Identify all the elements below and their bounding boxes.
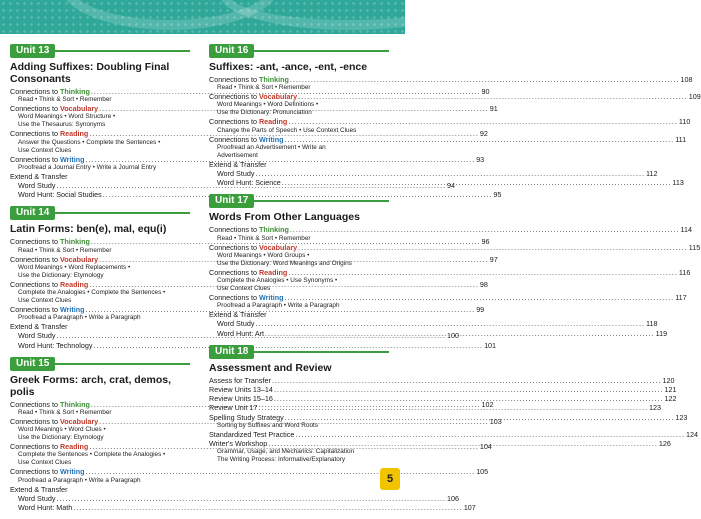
toc-entry[interactable] bbox=[10, 493, 460, 503]
unit-title bbox=[209, 61, 389, 73]
toc-entry-keyword: Thinking bbox=[258, 225, 289, 235]
toc-entry-detail: Read • Think & Sort • Remember bbox=[18, 409, 112, 417]
toc-entry-detail: Use Context Clues bbox=[18, 459, 72, 467]
toc-entry-detail: Use the Thesaurus: Synonyms bbox=[18, 121, 106, 129]
dot-leader bbox=[295, 430, 685, 439]
toc-entry-prefix: Assess for Transfer bbox=[209, 375, 271, 385]
toc-entry[interactable] bbox=[10, 467, 489, 477]
header-banner bbox=[0, 0, 405, 34]
toc-entry-label bbox=[209, 394, 273, 403]
toc-entry-detail: Word Meanings • Word Definitions • bbox=[217, 101, 319, 109]
toc-entry-label bbox=[10, 322, 68, 331]
toc-page-number: 122 bbox=[664, 394, 677, 404]
toc-entry-prefix: Connections to bbox=[10, 154, 60, 164]
toc-entry-prefix: Extend & Transfer bbox=[209, 310, 267, 320]
toc-entry-label bbox=[10, 155, 85, 164]
unit-title-line: Adding Suffixes: Doubling Final bbox=[10, 61, 170, 73]
unit-title bbox=[10, 374, 190, 398]
toc-entry-detail: Use the Dictionary: Pronunciation bbox=[217, 109, 312, 117]
toc-entry[interactable] bbox=[209, 385, 677, 395]
toc-entry-label bbox=[10, 172, 68, 181]
toc-entry-detail: Word Meanings • Word Clues • bbox=[18, 426, 106, 434]
toc-entry-label bbox=[10, 341, 92, 350]
toc-page-number: 105 bbox=[476, 467, 489, 477]
toc-page-number: 123 bbox=[648, 403, 661, 413]
unit-title bbox=[10, 223, 190, 235]
toc-entry[interactable] bbox=[10, 322, 190, 331]
toc-entry[interactable] bbox=[10, 485, 190, 494]
toc-entry-label bbox=[10, 442, 88, 451]
toc-page-number: 92 bbox=[479, 129, 488, 139]
toc-entry-keyword: Vocabulary bbox=[59, 104, 99, 114]
toc-page-number: 118 bbox=[646, 319, 658, 329]
dot-leader bbox=[288, 117, 678, 126]
toc-page-number: 108 bbox=[680, 75, 693, 84]
toc-entry-keyword: Reading bbox=[258, 267, 288, 277]
toc-page-number: 97 bbox=[489, 254, 498, 264]
toc-entry-prefix: Connections to bbox=[10, 254, 60, 264]
toc-entry-label bbox=[10, 190, 102, 199]
toc-entry-detail: Use the Dictionary: Etymology bbox=[18, 434, 104, 442]
toc-entry-prefix: Connections to bbox=[209, 242, 259, 252]
toc-entry[interactable] bbox=[209, 319, 658, 329]
toc-entry-prefix: Word Hunt: Science bbox=[217, 178, 281, 188]
toc-entry[interactable] bbox=[209, 169, 658, 179]
toc-entry-prefix: Connections to bbox=[209, 134, 259, 144]
toc-entry-prefix: Word Study bbox=[217, 319, 255, 329]
toc-entry[interactable] bbox=[209, 225, 692, 235]
toc-entry-detail: Word Meanings • Word Structure • bbox=[18, 113, 116, 121]
toc-entry-prefix: Connections to bbox=[209, 267, 259, 277]
toc-entry[interactable] bbox=[209, 92, 701, 102]
toc-entry-label bbox=[10, 280, 88, 289]
toc-entry-keyword: Thinking bbox=[59, 87, 90, 96]
dot-leader bbox=[288, 268, 678, 277]
toc-entry-detail: Proofread a Journal Entry • Write a Journal Entry bbox=[18, 163, 157, 171]
toc-entry-detail: Complete the Analogies • Complete the Sentences • bbox=[18, 289, 166, 297]
toc-entry[interactable] bbox=[209, 160, 389, 169]
unit-label: Unit 14 bbox=[10, 206, 55, 220]
toc-entry-prefix: Word Hunt: Art bbox=[217, 328, 265, 338]
dot-leader bbox=[285, 413, 675, 422]
toc-entry-prefix: Connections to bbox=[10, 104, 60, 114]
toc-entry-prefix: Connections to bbox=[10, 467, 60, 477]
toc-entry-prefix: Standardized Test Practice bbox=[209, 429, 295, 439]
unit-title-line: Latin Forms: ben(e), mal, equ(i) bbox=[10, 223, 167, 236]
toc-entry-keyword: Thinking bbox=[258, 75, 289, 84]
toc-entry[interactable] bbox=[10, 190, 502, 200]
toc-entry-keyword: Writing bbox=[59, 305, 85, 315]
toc-entry-keyword: Reading bbox=[59, 279, 89, 289]
unit-header-bar bbox=[209, 44, 389, 58]
unit-header-bar bbox=[10, 357, 190, 371]
toc-page-number: 124 bbox=[685, 429, 698, 439]
toc-entry[interactable] bbox=[10, 172, 190, 181]
toc-entry-label bbox=[209, 430, 294, 439]
toc-entry-prefix: Word Study bbox=[217, 169, 255, 179]
toc-entry-label bbox=[209, 169, 254, 178]
toc-entry-label bbox=[209, 319, 254, 328]
toc-page-number: 115 bbox=[688, 242, 701, 252]
toc-entry-detail: Read • Think & Sort • Remember bbox=[217, 234, 311, 242]
toc-page-number: 121 bbox=[664, 385, 677, 395]
toc-page-number: 100 bbox=[447, 331, 460, 341]
toc-entry-prefix: Word Study bbox=[18, 331, 56, 341]
toc-entry-label bbox=[209, 160, 267, 169]
toc-entry[interactable] bbox=[10, 503, 476, 513]
page-number-badge: 5 bbox=[380, 468, 400, 490]
toc-entry-prefix: Spelling Study Strategy bbox=[209, 412, 284, 422]
toc-entry-detail: Proofread an Advertisement • Write an bbox=[217, 143, 326, 151]
toc-entry-prefix: Connections to bbox=[10, 237, 60, 247]
toc-entry-label bbox=[209, 225, 289, 234]
dot-leader bbox=[298, 92, 688, 101]
toc-entry-detail: Read • Think & Sort • Remember bbox=[18, 246, 112, 254]
toc-entry-detail: Use Context Clues bbox=[217, 285, 271, 293]
toc-entry[interactable] bbox=[209, 75, 693, 84]
toc-entry-label bbox=[10, 104, 98, 113]
toc-page-number: 111 bbox=[675, 134, 687, 144]
unit-header-bar bbox=[209, 194, 389, 208]
toc-entry-label bbox=[10, 331, 55, 340]
toc-entry-label bbox=[10, 181, 55, 190]
unit-label: Unit 18 bbox=[209, 345, 254, 359]
toc-entry[interactable] bbox=[209, 267, 691, 277]
toc-entry-detail: Read • Think & Sort • Remember bbox=[217, 84, 311, 92]
toc-entry-detail: Proofread a Paragraph • Write a Paragraph bbox=[18, 314, 141, 322]
toc-entry-detail: Word Meanings • Word Replacements • bbox=[18, 263, 131, 271]
dot-leader bbox=[274, 394, 664, 403]
toc-page-number: 104 bbox=[479, 442, 492, 452]
toc-entry-label bbox=[209, 178, 281, 187]
toc-entry-prefix: Connections to bbox=[10, 279, 60, 289]
toc-page-number: 96 bbox=[481, 237, 490, 247]
toc-entry-prefix: Connections to bbox=[209, 225, 259, 235]
toc-entry-keyword: Writing bbox=[258, 293, 284, 303]
toc-page-number: 90 bbox=[481, 87, 490, 96]
toc-page-number: 106 bbox=[447, 493, 460, 503]
toc-entry-detail: Sorting by Suffixes and Word Roots bbox=[217, 421, 319, 429]
toc-entry-label bbox=[10, 485, 68, 494]
unit-title bbox=[10, 61, 190, 85]
unit-title bbox=[209, 211, 389, 223]
toc-entry[interactable] bbox=[209, 375, 675, 385]
toc-page-number: 107 bbox=[463, 503, 476, 513]
toc-entry[interactable] bbox=[209, 117, 691, 127]
dot-leader bbox=[73, 503, 463, 512]
unit-header-bar bbox=[209, 345, 389, 359]
toc-entry-prefix: Connections to bbox=[10, 399, 60, 409]
toc-entry-prefix: Connections to bbox=[209, 117, 259, 127]
toc-entry-prefix: Connections to bbox=[209, 75, 259, 84]
toc-entry-label bbox=[209, 403, 257, 412]
toc-page-number: 101 bbox=[484, 340, 497, 350]
toc-entry-label bbox=[10, 255, 98, 264]
unit-label: Unit 17 bbox=[209, 194, 254, 208]
toc-entry-detail: Proofread a Paragraph • Write a Paragraph bbox=[18, 476, 141, 484]
unit-title-line: Suffixes: -ant, -ance, -ent, -ence bbox=[209, 61, 368, 73]
toc-page-number: 113 bbox=[672, 178, 684, 188]
unit-title-line: Consonants bbox=[10, 73, 71, 85]
toc-entry-keyword: Writing bbox=[59, 467, 85, 477]
dot-leader bbox=[255, 319, 645, 328]
toc-page-number: 95 bbox=[493, 190, 502, 200]
toc-entry-label bbox=[10, 129, 88, 138]
toc-entry-prefix: Review Units 13–14 bbox=[209, 385, 273, 395]
toc-entry-detail: The Writing Process: Informative/Explanatory bbox=[217, 456, 346, 464]
toc-entry-label bbox=[209, 293, 284, 302]
dot-leader bbox=[255, 169, 645, 178]
toc-entry-detail: Use Context Clues bbox=[18, 297, 72, 305]
dot-leader bbox=[298, 243, 688, 252]
toc-entry-detail: Use the Dictionary: Etymology bbox=[18, 271, 104, 279]
unit-header-bar bbox=[10, 44, 190, 58]
toc-entry[interactable] bbox=[209, 310, 389, 319]
toc-entry-keyword: Vocabulary bbox=[258, 242, 298, 252]
toc-entry-label bbox=[10, 467, 85, 476]
toc-entry-label bbox=[10, 417, 98, 426]
toc-entry-keyword: Vocabulary bbox=[258, 92, 298, 102]
dot-leader bbox=[290, 75, 680, 84]
toc-entry-prefix: Connections to bbox=[10, 442, 60, 452]
toc-entry-keyword: Reading bbox=[258, 117, 288, 127]
toc-entry-detail: Use Context Clues bbox=[18, 146, 72, 154]
dot-leader bbox=[268, 439, 658, 448]
toc-page-number: 102 bbox=[481, 399, 494, 409]
toc-entry-prefix: Extend & Transfer bbox=[10, 171, 68, 181]
dot-leader bbox=[56, 494, 446, 503]
unit-title bbox=[209, 362, 389, 374]
toc-entry-label bbox=[209, 117, 287, 126]
toc-entry-label bbox=[209, 243, 297, 252]
toc-entry-label bbox=[209, 75, 289, 84]
dot-leader bbox=[285, 135, 675, 144]
toc-entry-prefix: Word Hunt: Math bbox=[18, 503, 73, 513]
toc-entry[interactable] bbox=[10, 340, 497, 350]
toc-entry-detail: Answer the Questions • Complete the Sentences • bbox=[18, 138, 161, 146]
toc-page-number: 94 bbox=[447, 181, 456, 191]
toc-entry-keyword: Writing bbox=[59, 154, 85, 164]
toc-page-number: 117 bbox=[675, 293, 687, 303]
toc-entry-label bbox=[10, 87, 90, 96]
dot-leader bbox=[290, 225, 680, 234]
toc-entry-prefix: Review Unit 17 bbox=[209, 403, 258, 413]
toc-entry-prefix: Writer's Workshop bbox=[209, 439, 268, 449]
toc-entry-label bbox=[10, 503, 72, 512]
toc-entry-prefix: Extend & Transfer bbox=[209, 159, 267, 169]
dot-leader bbox=[274, 385, 664, 394]
toc-entry-keyword: Thinking bbox=[59, 399, 90, 409]
toc-entry-label bbox=[209, 92, 297, 101]
toc-entry-keyword: Vocabulary bbox=[59, 254, 99, 264]
toc-entry-label bbox=[10, 237, 90, 246]
toc-page-number: 93 bbox=[476, 154, 485, 164]
dot-leader bbox=[272, 376, 662, 385]
dot-leader bbox=[285, 293, 675, 302]
toc-page-number: 120 bbox=[662, 375, 675, 385]
toc-page-number: 98 bbox=[479, 279, 488, 289]
toc-entry-keyword: Vocabulary bbox=[59, 417, 99, 427]
toc-entry-prefix: Word Hunt: Social Studies bbox=[18, 190, 102, 200]
dot-leader bbox=[258, 403, 648, 412]
toc-entry-label bbox=[10, 305, 85, 314]
toc-entry-prefix: Connections to bbox=[10, 305, 60, 315]
toc-entry-detail: Grammar, Usage, and Mechanics: Capitalization bbox=[217, 448, 355, 456]
toc-entry-prefix: Connections to bbox=[209, 293, 259, 303]
unit-label: Unit 15 bbox=[10, 357, 55, 371]
toc-page-number: 114 bbox=[680, 225, 692, 235]
toc-entry-label bbox=[209, 329, 264, 338]
unit-label: Unit 13 bbox=[10, 44, 55, 58]
toc-entry-label bbox=[209, 376, 271, 385]
toc-entry-keyword: Reading bbox=[59, 129, 89, 139]
unit-title-line: Greek Forms: arch, crat, demos, bbox=[10, 373, 172, 386]
toc-entry-label bbox=[10, 400, 90, 409]
toc-entry-detail: Proofread a Paragraph • Write a Paragraph bbox=[217, 302, 340, 310]
toc-entry-detail: Word Meanings • Word Groups • bbox=[217, 251, 310, 259]
toc-entry-prefix: Word Study bbox=[18, 181, 56, 191]
toc-entry-prefix: Connections to bbox=[10, 87, 60, 96]
toc-entry-prefix: Extend & Transfer bbox=[10, 484, 68, 494]
toc-entry[interactable] bbox=[209, 293, 687, 303]
toc-page-number: 123 bbox=[675, 412, 688, 422]
toc-entry-keyword: Writing bbox=[258, 134, 284, 144]
toc-page-number: 110 bbox=[678, 117, 691, 127]
dot-leader bbox=[265, 329, 655, 341]
toc-entry-keyword: Reading bbox=[59, 442, 89, 452]
toc-entry-prefix: Word Study bbox=[18, 493, 56, 503]
toc-page-number: 109 bbox=[688, 92, 701, 102]
toc-entry-label bbox=[209, 385, 273, 394]
toc-entry-detail: Advertisement bbox=[217, 151, 258, 159]
toc-page-number: 112 bbox=[646, 169, 658, 179]
toc-entry-label bbox=[209, 413, 284, 422]
toc-entry-prefix: Connections to bbox=[10, 129, 60, 139]
toc-entry-detail: Complete the Analogies • Use Synonyms • bbox=[217, 277, 338, 285]
unit-title-line: polis bbox=[10, 385, 35, 398]
toc-entry-keyword: Thinking bbox=[59, 237, 90, 247]
toc-entry-label bbox=[209, 439, 267, 448]
toc-entry-prefix: Review Units 15–16 bbox=[209, 394, 273, 404]
toc-entry-prefix: Extend & Transfer bbox=[10, 322, 68, 332]
toc-page-number: 119 bbox=[655, 328, 668, 338]
toc-entry-label bbox=[10, 494, 55, 503]
dot-leader bbox=[282, 178, 672, 187]
unit-title-line: Assessment and Review bbox=[209, 361, 332, 374]
toc-entry-prefix: Connections to bbox=[10, 417, 60, 427]
toc-page-number: 126 bbox=[658, 439, 671, 449]
toc-entry-label bbox=[209, 310, 267, 319]
toc-page-number: 103 bbox=[489, 417, 502, 427]
toc-page-number: 99 bbox=[476, 305, 485, 315]
toc-entry[interactable] bbox=[209, 429, 698, 439]
toc-entry-detail: Read • Think & Sort • Remember bbox=[18, 96, 112, 104]
toc-entry-detail: Change the Parts of Speech • Use Context Clues bbox=[217, 126, 357, 134]
toc-entry-detail: Complete the Sentences • Complete the Analogies • bbox=[18, 451, 166, 459]
toc-entry-prefix: Word Hunt: Technology bbox=[18, 340, 93, 350]
toc-page-number: 91 bbox=[489, 104, 498, 114]
unit-label: Unit 16 bbox=[209, 44, 254, 58]
unit-header-bar bbox=[10, 206, 190, 220]
toc-entry-detail: Use the Dictionary: Word Meanings and Origins bbox=[217, 259, 352, 267]
toc-entry-prefix: Connections to bbox=[209, 92, 259, 102]
toc-entry-label bbox=[209, 135, 284, 144]
toc-entry-label bbox=[209, 268, 287, 277]
toc-page-number: 116 bbox=[678, 267, 691, 277]
unit-title-line: Words From Other Languages bbox=[209, 211, 360, 224]
